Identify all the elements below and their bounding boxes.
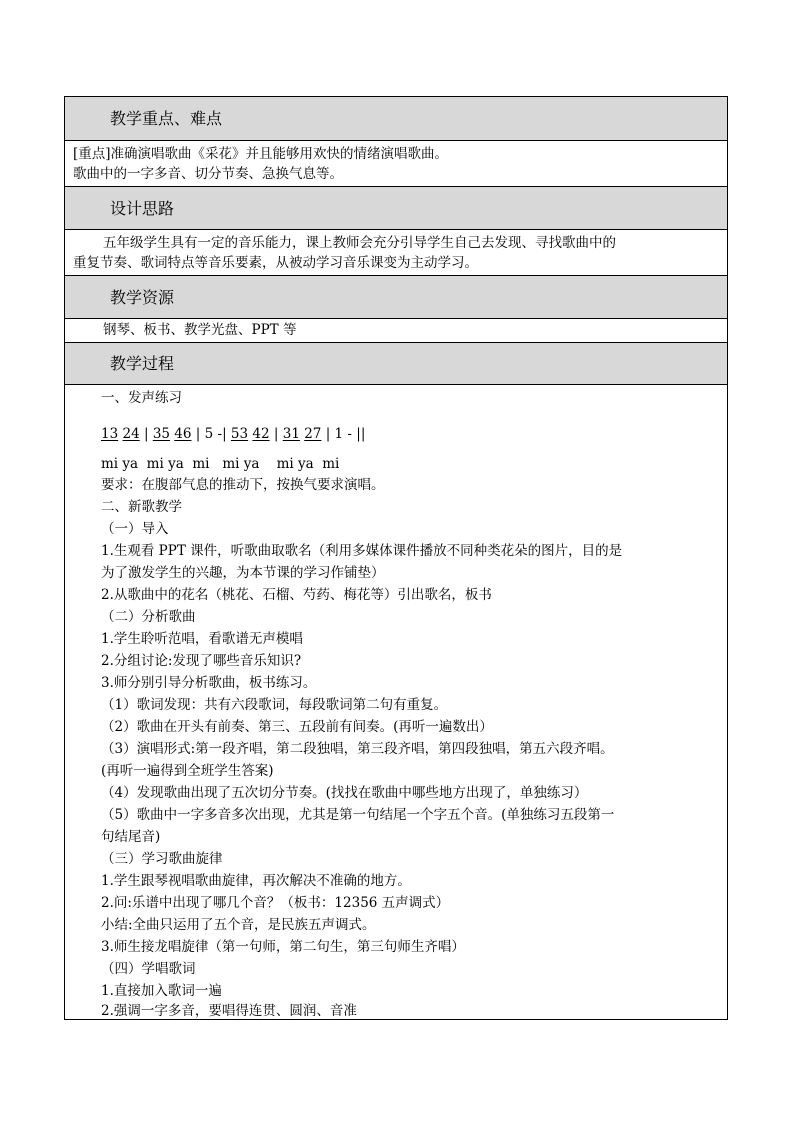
resources-header: [65, 276, 727, 319]
note-group: 1 -: [334, 426, 352, 442]
process-line: （4）发现歌曲出现了五次切分节奏。(找找在歌曲中哪些地方出现了，单独练习）: [101, 785, 588, 801]
focus-title: 教学重点、难点: [110, 109, 223, 128]
solfege-notation: 13 24 | 35 46 | 5 -| 53 42 | 31 27 | 1 - ||: [101, 426, 366, 442]
resources-title: 教学资源: [110, 288, 175, 307]
process-line: 1.直接加入歌词一遍: [101, 983, 222, 999]
process-line: 2.从歌曲中的花名（桃花、石榴、芍药、梅花等）引出歌名，板书: [101, 587, 492, 603]
process-line: 1.学生聆听范唱，看歌谱无声模唱: [101, 631, 303, 647]
focus-content: [65, 141, 727, 187]
design-line-1: 五年级学生具有一定的音乐能力，课上教师会充分引导学生自己去发现、寻找歌曲中的: [103, 235, 616, 251]
process-line: (再听一遍得到全班学生答案): [101, 763, 274, 779]
process-line: 二、新歌教学: [101, 499, 182, 515]
focus-line-2: 歌曲中的一字多音、切分节奏、急换气息等。: [73, 166, 343, 182]
design-line-2: 重复节奏、歌词特点等音乐要素，从被动学习音乐课变为主动学习。: [73, 255, 478, 271]
process-line: 2.分组讨论:发现了哪些音乐知识?: [101, 653, 302, 669]
process-line: 句结尾音): [101, 829, 161, 845]
design-header: [65, 187, 727, 230]
design-title: 设计思路: [110, 199, 175, 218]
process-line: 要求：在腹部气息的推动下，按换气要求演唱。: [101, 477, 385, 493]
focus-line-1: [重点]准确演唱歌曲《采花》并且能够用欢快的情绪演唱歌曲。: [73, 146, 449, 162]
process-line: （3）演唱形式:第一段齐唱，第二段独唱，第三段齐唱，第四段独唱，第五六段齐唱。: [101, 741, 614, 757]
resources-content: [65, 319, 727, 343]
note-group: 27: [304, 426, 322, 442]
process-title: 教学过程: [110, 354, 175, 373]
note-group: 13: [101, 426, 119, 442]
note-group: 53: [230, 426, 249, 442]
process-line: 3.师分别引导分析歌曲，板书练习。: [101, 675, 317, 691]
process-line: （1）歌词发现：共有六段歌词，每段歌词第二句有重复。: [101, 697, 448, 713]
process-line: 为了激发学生的兴趣，为本节课的学习作铺垫）: [101, 565, 385, 581]
note-group: 5 -: [204, 426, 223, 442]
process-line: （二）分析歌曲: [101, 609, 196, 625]
process-line: （四）学唱歌词: [101, 961, 196, 977]
design-content: [65, 230, 727, 276]
resources-line-1: 钢琴、板书、教学光盘、PPT 等: [103, 322, 297, 338]
process-line: （5）歌曲中一字多音多次出现，尤其是第一句结尾一个字五个音。(单独练习五段第一: [101, 807, 615, 823]
focus-header: [65, 97, 727, 141]
note-group: 24: [122, 426, 140, 442]
process-line: 小结:全曲只运用了五个音，是民族五声调式。: [101, 917, 376, 933]
note-group: 31: [282, 426, 300, 442]
process-line: 3.师生接龙唱旋律（第一句师，第二句生，第三句师生齐唱）: [101, 939, 465, 955]
process-line: 1.生观看 PPT 课件，听歌曲取歌名（利用多媒体课件播放不同种类花朵的图片，目的是: [101, 543, 623, 559]
note-group: 42: [252, 426, 270, 442]
process-line: 2.强调一字多音，要唱得连贯、圆润、音准: [101, 1003, 357, 1019]
lesson-plan-table: [64, 96, 728, 1020]
process-line: 2.问:乐谱中出现了哪几个音？（板书：12356 五声调式）: [101, 895, 450, 911]
process-line: （一）导入: [101, 521, 169, 537]
process-line: 1.学生跟琴视唱歌曲旋律，再次解决不准确的地方。: [101, 873, 411, 889]
warmup-title: 一、发声练习: [101, 390, 182, 406]
note-group: 46: [174, 426, 192, 442]
process-header: [65, 343, 727, 385]
process-line: （三）学习歌曲旋律: [101, 851, 223, 867]
process-line: （2）歌曲在开头有前奏、第三、五段前有间奏。(再听一遍数出）: [101, 719, 493, 735]
warmup-lyrics: mi ya mi ya mi mi ya mi ya mi: [101, 456, 340, 472]
note-group: 35: [152, 426, 170, 442]
